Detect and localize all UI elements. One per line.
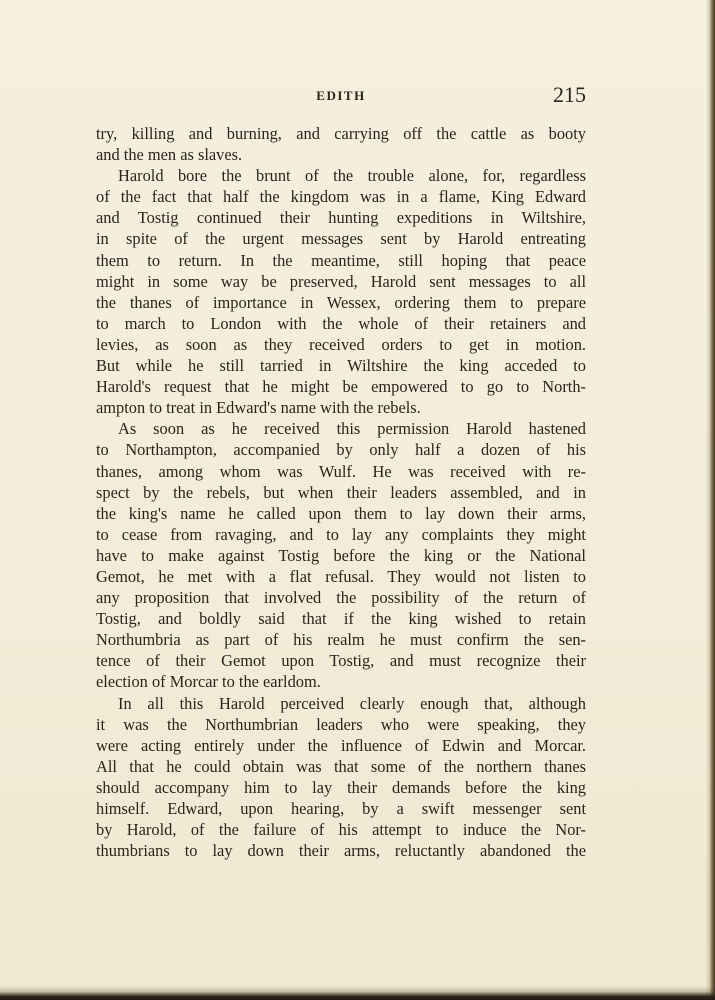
text-line: the king's name he called upon them to lay down their arms, (96, 503, 586, 523)
text-line: As soon as he received this permission Harold hastened (118, 419, 586, 439)
text-line: ampton to treat in Edward's name with the rebels. (96, 398, 421, 418)
text-line: But while he still tarried in Wiltshire the king acceded to (96, 356, 586, 376)
text-line: them to return. In the meantime, still hoping that peace (96, 250, 586, 270)
page-number: 215 (553, 82, 586, 107)
text-line: were acting entirely under the influence of Edwin and Morcar. (96, 735, 586, 755)
text-line: in spite of the urgent messages sent by Harold entreating (96, 229, 586, 249)
text-line: Gemot, he met with a flat refusal. They would not listen to (96, 566, 586, 586)
page-right-edge (709, 0, 715, 1000)
running-head: EDITH (316, 88, 366, 103)
text-line: and Tostig continued their hunting expeditions in Wiltshire, (96, 208, 586, 228)
text-line: have to make against Tostig before the king or the National (96, 545, 586, 565)
text-line: to march to London with the whole of their retainers and (96, 313, 586, 333)
text-line: might in some way be preserved, Harold sent messages to all (96, 271, 586, 291)
text-line: spect by the rebels, but when their leaders assembled, and in (96, 482, 586, 502)
text-line: the thanes of importance in Wessex, ordering them to prepare (96, 292, 586, 312)
text-line: should accompany him to lay their demands before the king (96, 777, 586, 797)
text-line: Harold bore the brunt of the trouble alone, for, regardless (118, 166, 586, 186)
text-line: Tostig, and boldly said that if the king wished to retain (96, 609, 586, 629)
text-line: Harold's request that he might be empowered to go to North- (96, 377, 586, 397)
page-header (96, 84, 586, 108)
text-line: to Northampton, accompanied by only half a dozen of his (96, 440, 586, 460)
text-line: election of Morcar to the earldom. (96, 672, 321, 692)
text-line: it was the Northumbrian leaders who were speaking, they (96, 714, 586, 734)
text-line: try, killing and burning, and carrying off the cattle as booty (96, 124, 586, 143)
text-line: levies, as soon as they received orders to get in motion. (96, 334, 586, 354)
text-line: by Harold, of the failure of his attempt to induce the Nor- (96, 820, 586, 840)
text-line: thumbrians to lay down their arms, reluctantly abandoned the (96, 841, 586, 861)
text-line: All that he could obtain was that some of the northern thanes (96, 756, 586, 776)
text-line: thanes, among whom was Wulf. He was received with re- (96, 461, 586, 481)
text-line: of the fact that half the kingdom was in a flame, King Edward (96, 187, 586, 207)
page-bottom-edge (0, 986, 715, 1000)
text-line: himself. Edward, upon hearing, by a swift messenger sent (96, 799, 586, 818)
text-line: Northumbria as part of his realm he must confirm the sen- (96, 630, 586, 650)
text-line: In all this Harold perceived clearly enough that, although (118, 693, 586, 713)
text-line: to cease from ravaging, and to lay any complaints they might (96, 524, 586, 544)
text-line: and the men as slaves. (96, 145, 243, 165)
text-line: any proposition that involved the possibility of the return of (96, 588, 586, 608)
body-text (96, 123, 586, 861)
text-line: tence of their Gemot upon Tostig, and must recognize their (96, 651, 586, 671)
